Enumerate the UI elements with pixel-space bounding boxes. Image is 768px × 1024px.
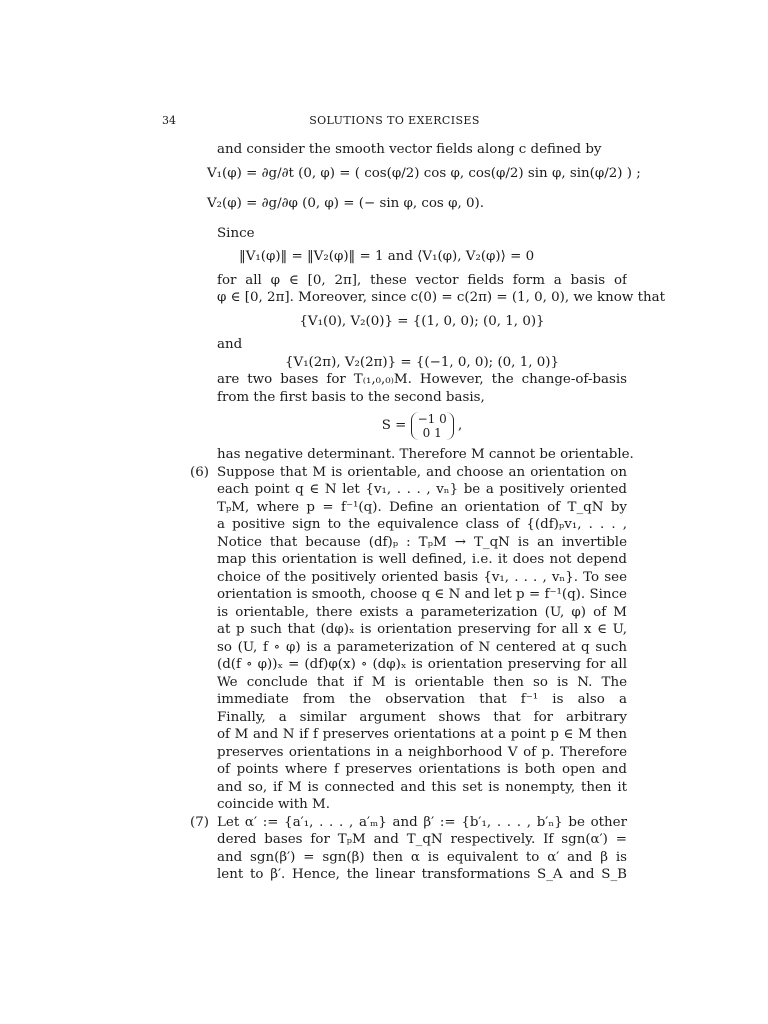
main-text — [190, 141, 665, 884]
equation-basis-2pi: {V₁(2π), V₂(2π)} = {(−1, 0, 0); (0, 1, 0)} — [285, 354, 559, 370]
equation-norms: ‖V₁(φ)‖ = ‖V₂(φ)‖ = 1 and ⟨V₁(φ), V₂(φ)⟩ = 0 — [239, 249, 535, 264]
item-line: Let α′ := {a′₁, . . . , a′ₘ} and β′ := {b′₁, . . . , b′ₙ} be other — [217, 814, 627, 830]
paragraph-line: from the first basis to the second basis, — [217, 389, 485, 405]
item-line: coincide with M. — [217, 797, 330, 812]
item-line: orientation is smooth, choose q ∈ N and let p = f⁻¹(q). Since — [217, 587, 627, 602]
item-line: (d(f ∘ φ))ₓ = (df)φ(x) ∘ (dφ)ₓ is orientation preserving for all — [217, 657, 627, 672]
paragraph-line: has negative determinant. Therefore M cannot be orientable. — [217, 447, 634, 462]
item-line: at p such that (dφ)ₓ is orientation preserving for all x ∈ U, — [217, 622, 627, 637]
and-word: and — [217, 337, 243, 352]
matrix-equation — [217, 406, 627, 446]
item-line: of points where f preserves orientations is both open and — [217, 762, 627, 777]
intro-line: and consider the smooth vector fields along c defined by — [217, 142, 602, 157]
item-line: map this orientation is well defined, i.e. it does not depend — [217, 552, 627, 567]
running-title: SOLUTIONS TO EXERCISES — [309, 114, 480, 127]
item-line: lent to β′. Hence, the linear transformations S_A and S_B — [217, 867, 627, 882]
item-line: of M and N if f preserves orientations at a point p ∈ M then — [217, 727, 627, 742]
equation-basis-0: {V₁(0), V₂(0)} = {(1, 0, 0); (0, 1, 0)} — [299, 313, 545, 329]
paragraph-line: are two bases for T₍₁,₀,₀₎M. However, the change-of-basis — [217, 372, 627, 387]
matrix-row: 0 1 — [422, 425, 442, 440]
equation-v2: V₂(φ) = ∂g/∂φ (0, φ) = (− sin φ, cos φ, 0). — [207, 195, 484, 211]
page-number: 34 — [162, 114, 176, 127]
item-line: Suppose that M is orientable, and choose an orientation on — [217, 464, 627, 480]
item-label: (6) — [190, 464, 209, 480]
item-line: Finally, a similar argument shows that for arbitrary — [217, 709, 627, 725]
item-line: a positive sign to the equivalence class of {(df)ₚv₁, . . . , — [217, 517, 627, 532]
item-line: is orientable, there exists a parameterization (U, φ) of M — [217, 604, 627, 620]
item-line: so (U, f ∘ φ) is a parameterization of N centered at q such — [217, 639, 627, 655]
paragraph-line: φ ∈ [0, 2π]. Moreover, since c(0) = c(2π) = (1, 0, 0), we know that — [217, 290, 665, 305]
item-line: We conclude that if M is orientable then so is N. The — [217, 674, 627, 690]
matrix-tail: , — [458, 418, 463, 433]
item-line: and sgn(β′) = sgn(β) then α is equivalent to α′ and β is — [217, 849, 627, 865]
item-line: and so, if M is connected and this set is nonempty, then it — [217, 779, 627, 795]
matrix-lhs: S = — [381, 418, 407, 433]
exercise-item-6 — [190, 464, 627, 814]
matrix — [411, 412, 454, 440]
item-label: (7) — [190, 814, 209, 830]
item-line: Notice that because (df)ₚ : TₚM → T_qN is an invertible — [217, 534, 627, 550]
paragraph-line: for all φ ∈ [0, 2π], these vector fields form a basis of — [217, 272, 627, 288]
since-line: Since — [217, 225, 255, 241]
matrix-row: −1 0 — [417, 411, 447, 426]
equation-v1: V₁(φ) = ∂g/∂t (0, φ) = ( cos(φ/2) cos φ, cos(φ/2) sin φ, sin(φ/2) ) ; — [207, 165, 641, 181]
item-line: dered bases for TₚM and T_qN respectively. If sgn(α′) = — [217, 832, 627, 847]
item-line: each point q ∈ N let {v₁, . . . , vₙ} be a positively oriented — [217, 482, 627, 497]
exercise-item-7 — [190, 814, 627, 884]
item-line: preserves orientations in a neighborhood V of p. Therefore — [217, 744, 627, 760]
item-line: TₚM, where p = f⁻¹(q). Define an orientation of T_qN by — [217, 499, 627, 515]
item-line: choice of the positively oriented basis {v₁, . . . , vₙ}. To see — [217, 569, 627, 585]
item-line: immediate from the observation that f⁻¹ is also a — [217, 692, 627, 707]
